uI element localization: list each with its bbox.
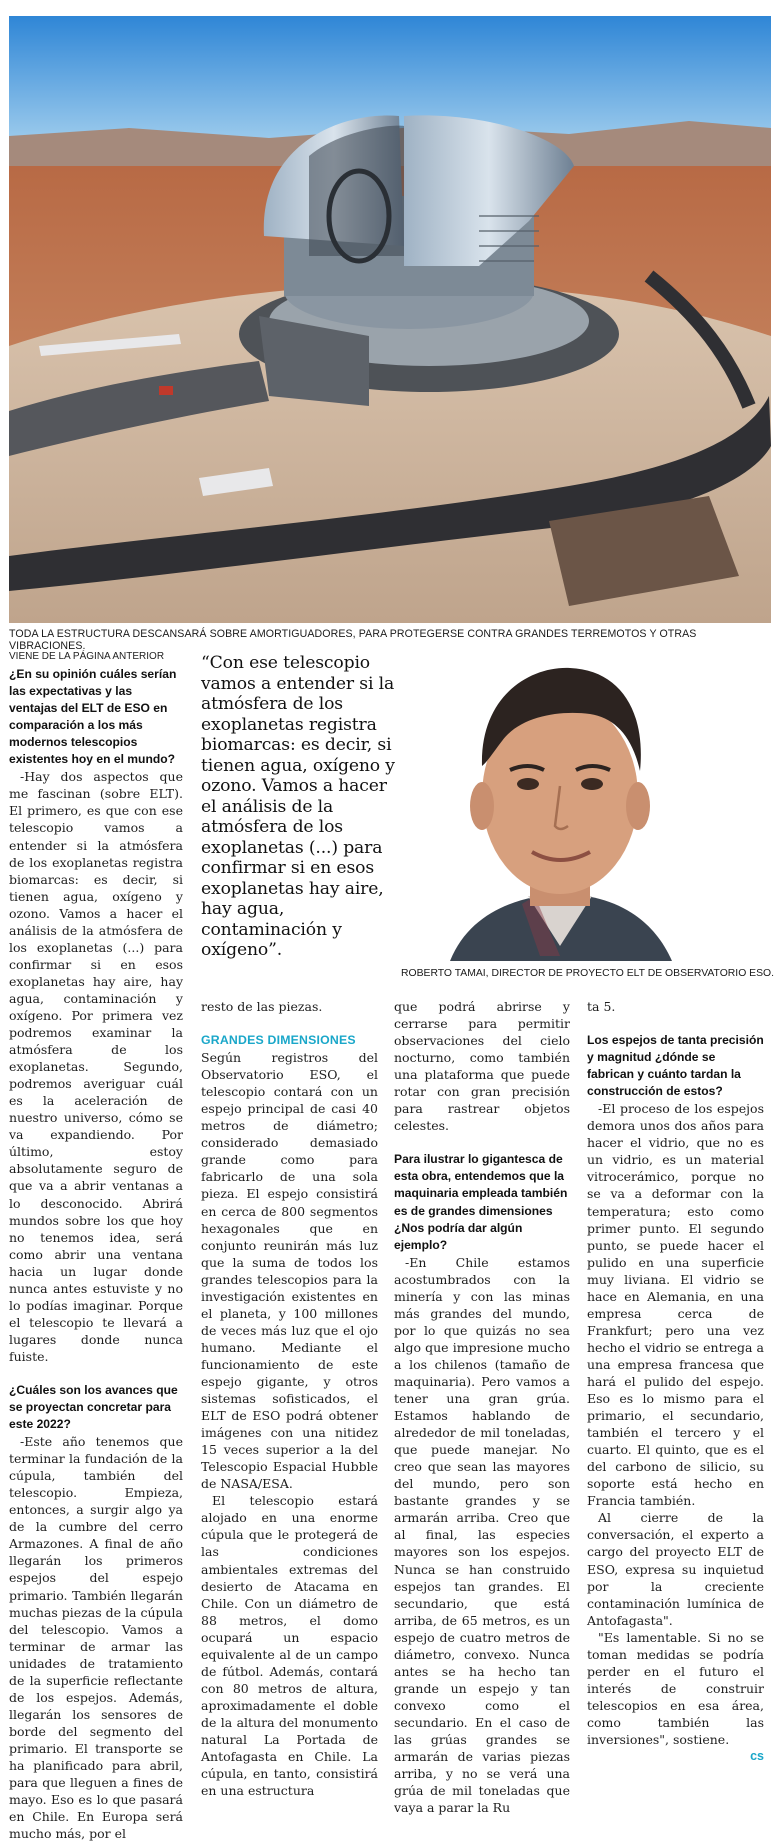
answer-3: -En Chile estamos acostumbrados con la minería y con las minas más grandes del mundo, por lo que quizás no sea algo que impresione mucho a los chilenos (tamaño de maquinaria). Pero vamos a tener una gran grúa. Estamos hablando de alrededor de mil toneladas, que puede manejar. No creo que sean las mayores del mundo, pero son bastante grandes y se armarán arriba. Creo que al final, las especies mayores son los espejos. Nunca se han construido espejos tan grandes. El secundario, que está arriba, de 65 metros, es un espejo de cuatro metros de diámetro, convexo. Nunca antes se ha hecho tan grande un espejo y tan convexo como el secundario. En el caso de las grúas grandes se armarán de varias piezas arriba, y no se verá una grúa de mil toneladas que vaya a parar la Ru <box>394 1254 570 1816</box>
telescope-photo <box>9 16 771 623</box>
photo-caption: TODA LA ESTRUCTURA DESCANSARÁ SOBRE AMORTIGUADORES, PARA PROTEGERSE CONTRA GRANDES TERREMOTOS Y OTRAS VIBRACIONES. <box>9 628 697 652</box>
dimensions-paragraph-2: El telescopio estará alojado en una enorme cúpula que le protegerá de las condiciones ambientales extremas del desierto de Atacama en Chile. Con un diámetro de 88 metros, el domo ocupará un espacio equivalente al de un campo de fútbol. Además, contará con 80 metros de altura, aproximadamente el doble de la altura del monumento natural La Portada de Antofagasta en Chile. La cúpula, en tanto, consistirá en una estructura <box>201 1493 378 1799</box>
section-subhead: GRANDES DIMENSIONES <box>201 1033 356 1048</box>
roberto-tamai-portrait <box>410 656 710 961</box>
question-1: ¿En su opinión cuáles serían las expectativas y las ventajas del ELT de ESO en comparación a los más modernos telescopios existentes hoy en el mundo? <box>9 667 177 767</box>
pull-quote: “Con ese telescopio vamos a entender si la atmósfera de los exoplanetas registra biomarcas: es decir, si tienen agua, oxígeno y ozono. Vamos a hacer el análisis de la atmósfera de los exoplanetas (...) para confirmar si en esos exoplanetas hay aire, hay agua, contaminación y oxígeno”. <box>201 653 395 960</box>
continued-kicker: VIENE DE LA PÁGINA ANTERIOR <box>9 651 165 662</box>
column-2 <box>201 998 378 1799</box>
answer-1: -Hay dos aspectos que me fascinan (sobre ELT). El primero, es que con ese telescopio vamos a entender si la atmósfera de los exoplanetas registra biomarcas: es decir, si tienen agua, oxígeno y ozono. Vamos a hacer el análisis de la atmósfera de los exoplanetas (...) para confirmar si en esos exoplanetas hay aire, hay agua, contaminación y oxígeno. Por primera vez podremos examinar la atmósfera de los exoplanetas. Segundo, podremos averiguar cuál es la aceleración de nuestro universo, cómo se va expandiendo. Por último, estoy absolutamente seguro de que va a abrir ventanas a lo desconocido. Abrirá mundos sobre los que hoy no tenemos idea, será como abrir una ventana hacia un lugar donde nunca antes estuviste y no lo podías imaginar. Porque el telescopio te llevará a lugares donde nunca fuiste. <box>9 769 183 1364</box>
question-3: Para ilustrar lo gigantesca de esta obra, entendemos que la maquinaria empleada también es de grandes dimensiones ¿Nos podría dar algún ejemplo? <box>394 1152 568 1252</box>
column-1 <box>9 648 183 1842</box>
column-2-continuation: resto de las piezas. <box>201 999 323 1014</box>
column-4 <box>587 998 764 1765</box>
question-2: ¿Cuáles son los avances que se proyectan concretar para este 2022? <box>9 1382 178 1432</box>
answer-2: -Este año tenemos que terminar la fundación de la cúpula, también del telescopio. Empieza, entonces, a surgir algo ya de la cumbre del cerro Armazones. A final de año llegarán los primeros espejos del espejo primario. También llegarán muchas piezas de la cúpula del telescopio. Vamos a terminar de armar las unidades de tratamiento de la superficie reflectante de los espejos. Además, llegarán los sensores de borde del segmento del primario. El transporte se ha planificado para abril, para que lleguen a fines de mayo. Eso es lo que pasará en Chile. En Europa será mucho más, por el <box>9 1434 183 1842</box>
end-of-article-icon: cs <box>750 1749 764 1764</box>
column-3-continuation: que podrá abrirse y cerrarse para permitir observaciones del cielo nocturno, como también una plataforma que puede rotar con gran precisión para rastrear objetos celestes. <box>394 999 570 1134</box>
column-3 <box>394 998 570 1816</box>
dimensions-paragraph-1: Según registros del Observatorio ESO, el telescopio contará con un espejo principal de casi 40 metros de diámetro; considerado demasiado grande como para fabricarlo de una sola pieza. El espejo consistirá en cerca de 800 segmentos hexagonales que en conjunto reunirán más luz que la suma de todos los grandes telescopios para la investigación existentes en el planeta, y 100 millones de veces más luz que el ojo humano. Mediante el funcionamiento de este espejo gigante, y otros sistemas sofisticados, el ELT de ESO podrá obtener imágenes con una nitidez 15 veces superior a la del Telescopio Espacial Hubble de NASA/ESA. <box>201 1050 378 1492</box>
closing-paragraph: Al cierre de la conversación, el experto a cargo del proyecto ELT de ESO, expresa su inquietud por la creciente contaminación lumínica de Antofagasta". <box>587 1510 764 1628</box>
closing-quote: "Es lamentable. Si no se toman medidas se podría perder en el futuro el interés de construir telescopios en esa área, como también las inversiones", sostiene. <box>587 1629 764 1747</box>
portrait-caption: ROBERTO TAMAI, DIRECTOR DE PROYECTO ELT DE OBSERVATORIO ESO. <box>401 968 774 979</box>
question-4: Los espejos de tanta precisión y magnitud ¿dónde se fabrican y cuánto tardan la construcción de estos? <box>587 1033 764 1099</box>
answer-4: -El proceso de los espejos demora unos dos años para hacer el vidrio, que no es un vidrio, es un material vitrocerámico, porque no se va a deformar con la temperatura; esto como primer punto. El segundo punto, se puede hacer el pulido en una superficie muy liviana. El vidrio se hace en Alemania, en una empresa cerca de Frankfurt; pero una vez hecho el vidrio se entrega a una empresa francesa que hará el pulido del espejo. Eso es lo mismo para el primario, el secundario, también el tercero y el cuarto. El quinto, que es el del carbono de silicio, su soporte está hecho en Francia también. <box>587 1101 764 1509</box>
elt-dome-illustration <box>9 16 771 623</box>
portrait-photo <box>410 656 710 961</box>
column-4-continuation: ta 5. <box>587 999 616 1014</box>
